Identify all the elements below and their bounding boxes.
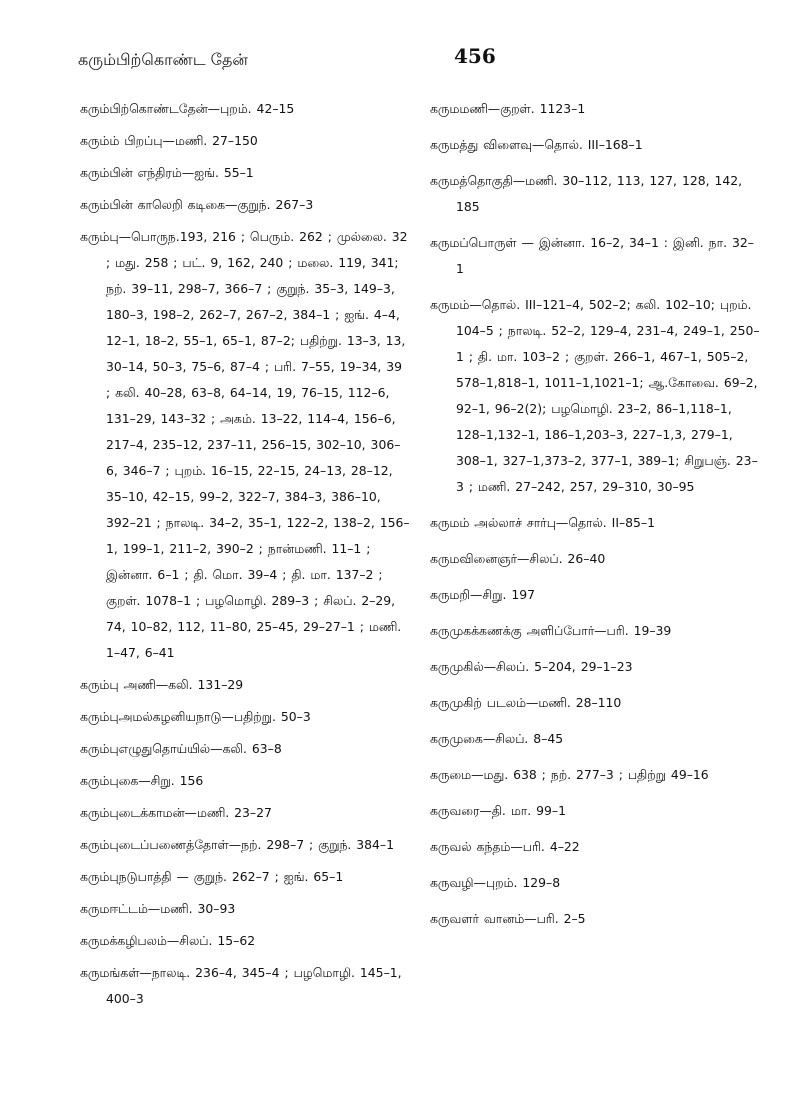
index-entry: கருமுகக்கணக்கு அளிப்போர்—பரி. 19–39 — [430, 623, 672, 638]
page-number: 456 — [454, 44, 496, 68]
index-entry: கருமுகில்—சிலப். 5–204, 29–1–23 — [430, 659, 633, 674]
index-column-right — [430, 96, 760, 942]
index-entry: கருமவினைஞர்—சிலப். 26–40 — [430, 551, 606, 566]
running-head — [78, 44, 738, 84]
index-entry: கருமங்கள்—நாலடி. 236–4, 345–4 ; பழமொழி. 145–1, 400–3 — [80, 965, 402, 1006]
index-entry: கருமம் அல்லாச் சார்பு—தொல். II–85–1 — [430, 515, 656, 530]
index-entry: கரும்புஅமல்கழனியநாடு—பதிற்று. 50–3 — [80, 709, 311, 724]
index-entry: கரும்பு—பொருந.193, 216 ; பெரும். 262 ; முல்லை. 32 ; மது. 258 ; பட். 9, 162, 240 ; மலை. 119, 341; நற். 39–11, 298–7, 366–7 ; குறுந். 35–3, 149–3, 180–3, 198–2, 262–7, 267–2, 384–1 ; ஐங். 4–4, 12–1, 18–2, 55–1, 65–1, 87–2; பதிற்று. 13–3, 13, 30–14, 50–3, 75–6, 87–4 ; பரி. 7–55, 19–34, 39 ; கலி. 40–28, 63–8, 64–14, 19, 76–15, 112–6, 131–29, 143–32 ; அகம். 13–22, 114–4, 156–6, 217–4, 235–12, 237–11, 256–15, 302–10, 306–6, 346–7 ; புறம். 16–15, 22–15, 24–13, 28–12, 35–10, 42–15, 99–2, 322–7, 384–3, 386–10, 392–21 ; நாலடி. 34–2, 35–1, 122–2, 138–2, 156–1, 199–1, 211–2, 390–2 ; நான்மணி. 11–1 ; இன்னா. 6–1 ; தி. மொ. 39–4 ; தி. மா. 137–2 ; குறள். 1078–1 ; பழமொழி. 289–3 ; சிலப். 2–29, 74, 10–82, 112, 11–80, 25–45, 29–27–1 ; மணி. 1–47, 6–41 — [80, 229, 410, 660]
index-entry: கருவல் கந்தம்—பரி. 4–22 — [430, 839, 580, 854]
index-entry: கரும்பு அணி—கலி. 131–29 — [80, 677, 244, 692]
index-entry: கருமுகை—சிலப். 8–45 — [430, 731, 564, 746]
index-entry: கருமறி—சிறு. 197 — [430, 587, 536, 602]
index-entry: கரும்புகை—சிறு. 156 — [80, 773, 204, 788]
running-title: கரும்பிற்கொண்ட தேன் — [78, 50, 248, 69]
index-entry: கரும்புடைக்காமன்—மணி. 23–27 — [80, 805, 272, 820]
index-entry: கரும்பின் எந்திரம்—ஐங். 55–1 — [80, 165, 254, 180]
index-entry: கருவளர் வானம்—பரி. 2–5 — [430, 911, 586, 926]
index-entry: கரும்ம் பிறப்பு—மணி. 27–150 — [80, 133, 258, 148]
index-entry: கருமை—மது. 638 ; நற். 277–3 ; பதிற்று 49–16 — [430, 767, 709, 782]
index-entry: கரும்பிற்கொண்டதேன்—புறம். 42–15 — [80, 101, 295, 116]
index-entry: கருமுகிற் படலம்—மணி. 28–110 — [430, 695, 622, 710]
index-entry: கரும்பின் காலெறி கடிகை—குறுந். 267–3 — [80, 197, 314, 212]
index-entry: கருமத்தொகுதி—மணி. 30–112, 113, 127, 128, 142, 185 — [430, 173, 743, 214]
index-entry: கருமப்பொருள் — இன்னா. 16–2, 34–1 : இனி. நா. 32–1 — [430, 235, 754, 276]
index-column-left — [80, 96, 410, 1018]
index-entry: கருமத்து விளைவு—தொல். III–168–1 — [430, 137, 643, 152]
index-entry: கரும்புடைப்பணைத்தோள்—நற். 298–7 ; குறுந். 384–1 — [80, 837, 394, 852]
index-entry: கரும்புஎழுதுதொய்யில்—கலி. 63–8 — [80, 741, 282, 756]
index-entry: கருவரை—தி. மா. 99–1 — [430, 803, 566, 818]
index-entry: கருமம்—தொல். III–121–4, 502–2; கலி. 102–10; புறம். 104–5 ; நாலடி. 52–2, 129–4, 231–4, 249–1, 250–1 ; தி. மா. 103–2 ; குறள். 266–1, 467–1, 505–2, 578–1,818–1, 1011–1,1021–1; ஆ.கோவை. 69–2, 92–1, 96–2(2); பழமொழி. 23–2, 86–1,118–1, 128–1,132–1, 186–1,203–3, 227–1,3, 279–1, 308–1, 327–1,373–2, 377–1, 389–1; சிறுபஞ். 23–3 ; மணி. 27–242, 257, 29–310, 30–95 — [430, 297, 760, 494]
index-entry: கருமமணி—குறள். 1123–1 — [430, 101, 586, 116]
index-entry: கரும்புநடுபாத்தி — குறுந். 262–7 ; ஐங். 65–1 — [80, 869, 344, 884]
index-entry: கருமஈட்டம்—மணி. 30–93 — [80, 901, 236, 916]
index-entry: கருவழி—புறம். 129–8 — [430, 875, 561, 890]
index-entry: கருமக்கழிபலம்—சிலப். 15–62 — [80, 933, 256, 948]
